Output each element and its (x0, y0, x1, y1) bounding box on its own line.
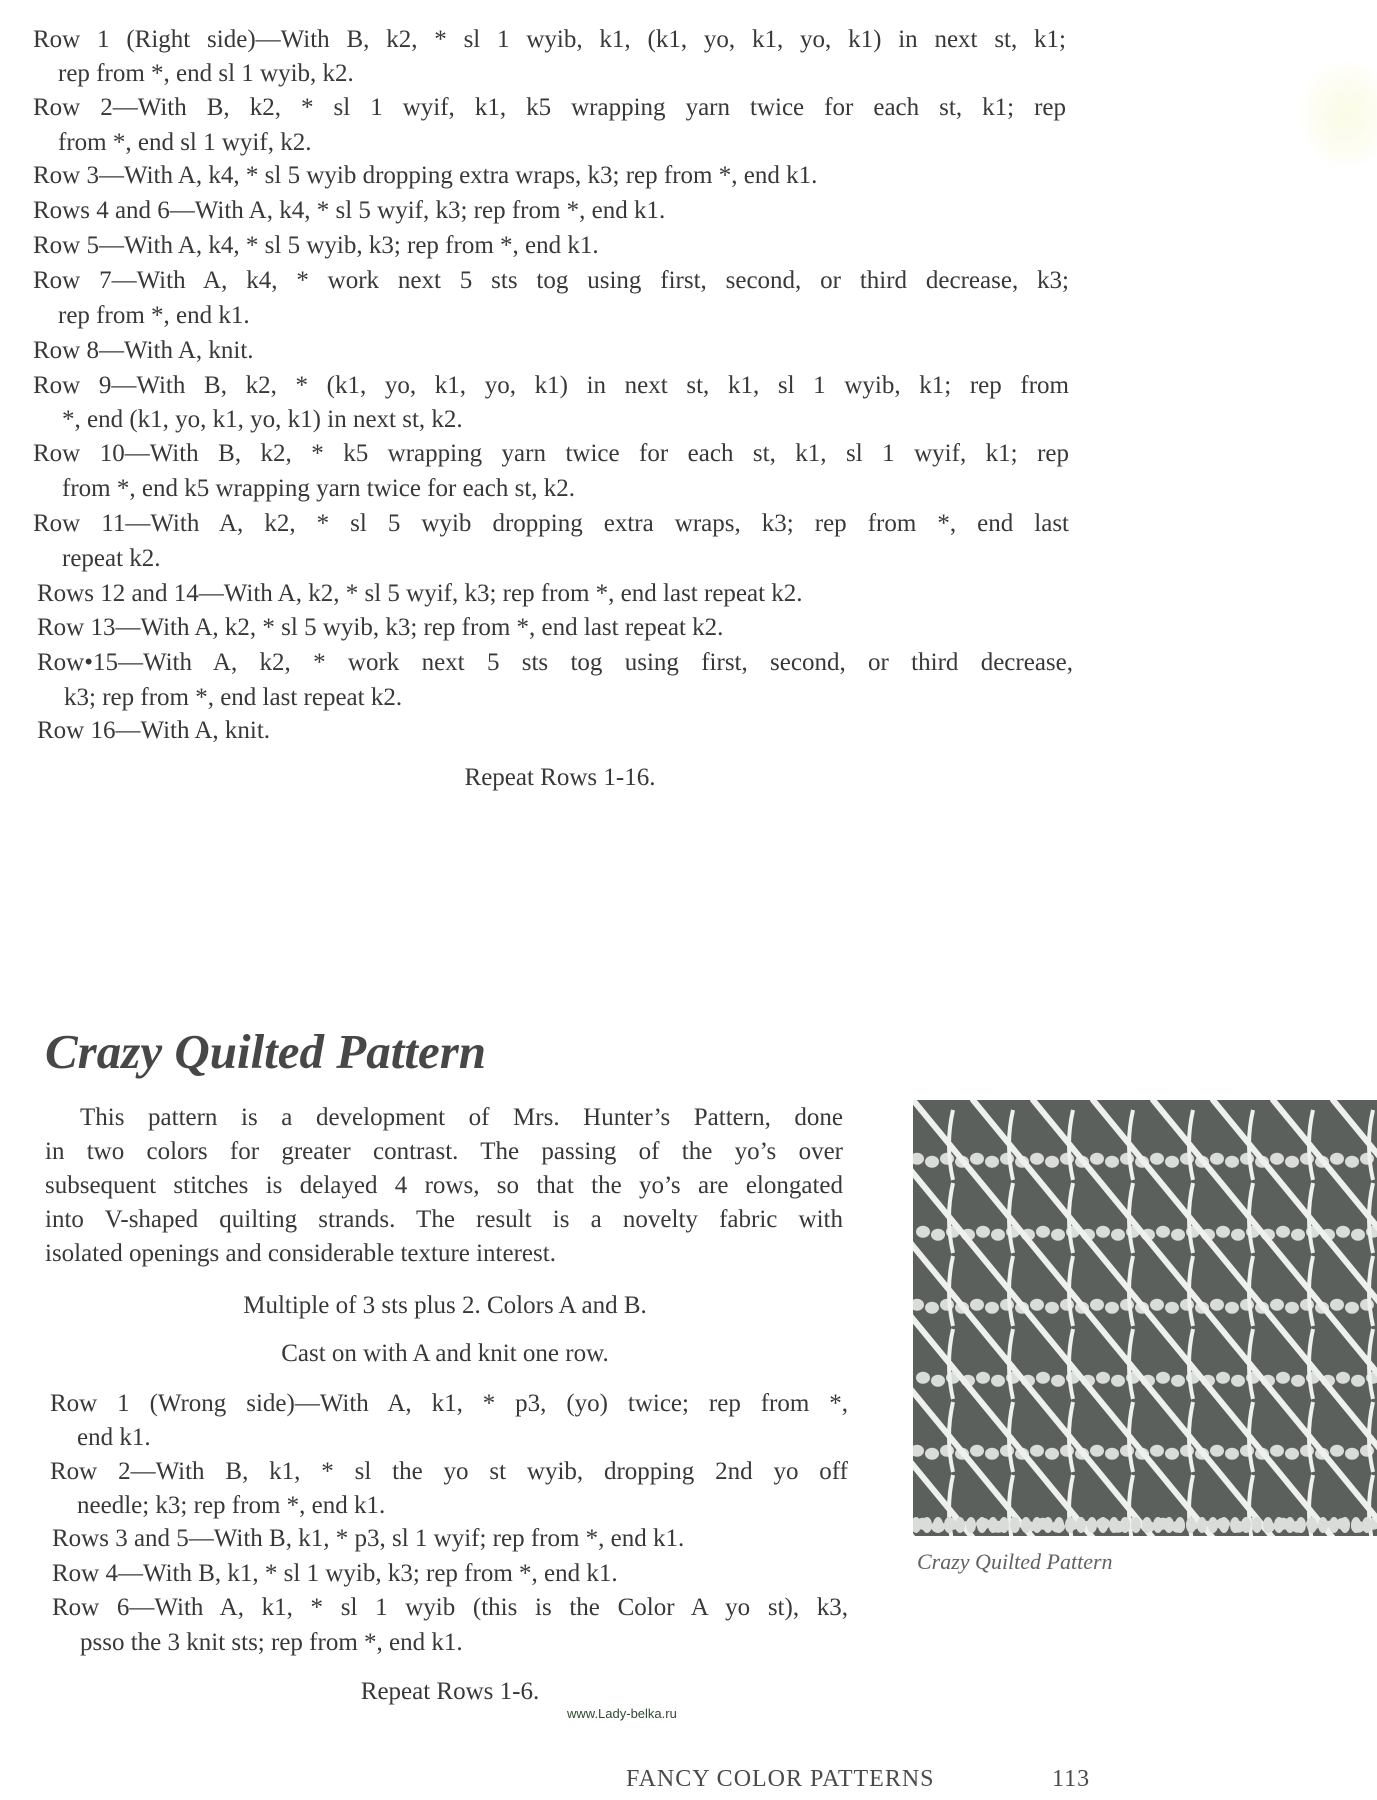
instruction-line: psso the 3 knit sts; rep from *, end k1. (80, 1629, 463, 1656)
stitch-bump (1231, 1229, 1245, 1241)
edge-stitch (1032, 1517, 1042, 1533)
stitch-bump (1345, 1302, 1359, 1314)
instruction-line: Row 3—With A, k4, * sl 5 wyib dropping extra wraps, k3; rep from *, end k1. (33, 162, 818, 189)
stitch-bump (976, 1372, 990, 1384)
edge-stitch (1131, 1517, 1141, 1533)
repeat-note: Repeat Rows 1-16. (464, 764, 656, 791)
stitch-bump (1351, 1229, 1365, 1241)
instruction-line: *, end (k1, yo, k1, yo, k1) in next st, k2. (62, 406, 463, 433)
stitch-bump (1270, 1299, 1284, 1311)
edge-stitch (1285, 1517, 1295, 1533)
instruction-line: rep from *, end sl 1 wyib, k2. (58, 60, 354, 87)
stitch-bump (1150, 1445, 1164, 1457)
stitch-bump (1330, 1299, 1344, 1311)
stitch-multiple: Multiple of 3 sts plus 2. Colors A and B. (243, 1292, 647, 1319)
intro-line: This pattern is a development of Mrs. Hunter’s Pattern, done (80, 1104, 843, 1131)
stitch-bump (1225, 1156, 1239, 1168)
edge-stitch (922, 1517, 932, 1533)
paper-smudge (1300, 60, 1377, 170)
instruction-line: Row 2—With B, k2, * sl 1 wyif, k1, k5 wrapping yarn twice for each st, k1; rep (33, 94, 1066, 121)
stitch-bump (1036, 1226, 1050, 1238)
stitch-bump (1276, 1372, 1290, 1384)
instruction-line: Rows 3 and 5—With B, k1, * p3, sl 1 wyif; rep from *, end k1. (52, 1525, 685, 1552)
stitch-bump (985, 1156, 999, 1168)
stitch-bump (991, 1375, 1005, 1387)
edge-stitch (1010, 1517, 1020, 1533)
edge-stitch (1065, 1517, 1075, 1533)
instruction-line: k3; rep from *, end last repeat k2. (64, 684, 403, 711)
stitch-bump (925, 1448, 939, 1460)
stitch-bump (1216, 1372, 1230, 1384)
stitch-bump (1285, 1302, 1299, 1314)
repeat-note: Repeat Rows 1-6. (360, 1678, 540, 1705)
stitch-bump (985, 1302, 999, 1314)
edge-stitch (1109, 1517, 1119, 1533)
instruction-line: needle; k3; rep from *, end k1. (77, 1492, 386, 1519)
edge-stitch (1230, 1517, 1240, 1533)
intro-line: into V-shaped quilting strands. The result is a novelty fabric with (45, 1206, 843, 1233)
instruction-line: repeat k2. (62, 545, 161, 572)
instruction-line: rep from *, end k1. (58, 302, 250, 329)
instruction-line: end k1. (77, 1424, 151, 1451)
stitch-bump (1210, 1299, 1224, 1311)
instruction-line: from *, end sl 1 wyif, k2. (58, 129, 312, 156)
stitch-bump (1285, 1448, 1299, 1460)
stitch-bump (931, 1375, 945, 1387)
stitch-bump (1216, 1226, 1230, 1238)
stitch-bump (1270, 1445, 1284, 1457)
stitch-bump (1225, 1448, 1239, 1460)
pattern-title: Crazy Quilted Pattern (45, 1024, 487, 1079)
edge-stitch (1076, 1517, 1086, 1533)
stitch-bump (1150, 1153, 1164, 1165)
edge-stitch (1098, 1517, 1108, 1533)
instruction-line: Row 16—With A, knit. (37, 717, 271, 744)
stitch-bump (1276, 1226, 1290, 1238)
instruction-line: Row 1 (Right side)—With B, k2, * sl 1 wyib, k1, (k1, yo, k1, yo, k1) in next st, k1; (33, 26, 1066, 53)
instruction-line: Row 13—With A, k2, * sl 5 wyib, k3; rep from *, end last repeat k2. (37, 614, 724, 641)
stitch-bump (1096, 1372, 1110, 1384)
stitch-bump (1210, 1153, 1224, 1165)
stitch-bump (1285, 1156, 1299, 1168)
instruction-line: from *, end k5 wrapping yarn twice for each st, k2. (62, 475, 576, 502)
edge-stitch (1186, 1517, 1196, 1533)
stitch-bump (1336, 1372, 1350, 1384)
stitch-bump (1330, 1153, 1344, 1165)
stitch-bump (970, 1299, 984, 1311)
stitch-bump (1090, 1153, 1104, 1165)
stitch-bump (1156, 1372, 1170, 1384)
edge-stitch (999, 1517, 1009, 1533)
edge-stitch (1164, 1517, 1174, 1533)
stitch-bump (1336, 1226, 1350, 1238)
stitch-bump (1225, 1302, 1239, 1314)
edge-stitch (988, 1517, 998, 1533)
instruction-line: Row 11—With A, k2, * sl 5 wyib dropping extra wraps, k3; rep from *, end last (33, 510, 1069, 537)
stitch-bump (1156, 1226, 1170, 1238)
edge-stitch (1087, 1517, 1097, 1533)
edge-stitch (1252, 1517, 1262, 1533)
stitch-bump (1351, 1375, 1365, 1387)
stitch-bump (970, 1445, 984, 1457)
edge-stitch (1219, 1517, 1229, 1533)
edge-stitch (1241, 1517, 1251, 1533)
edge-stitch (933, 1517, 943, 1533)
stitch-bump (1345, 1156, 1359, 1168)
stitch-bump (1150, 1299, 1164, 1311)
edge-stitch (1318, 1517, 1328, 1533)
swatch-photo (913, 1100, 1377, 1536)
stitch-bump (1030, 1445, 1044, 1457)
stitch-bump (1090, 1445, 1104, 1457)
instruction-line: Rows 4 and 6—With A, k4, * sl 5 wyif, k3; rep from *, end k1. (33, 197, 666, 224)
stitch-bump (1165, 1156, 1179, 1168)
instruction-line: Row 4—With B, k1, * sl 1 wyib, k3; rep from *, end k1. (52, 1560, 618, 1587)
stitch-bump (1111, 1375, 1125, 1387)
intro-line: isolated openings and considerable texture interest. (45, 1240, 556, 1267)
stitch-bump (1096, 1226, 1110, 1238)
stitch-bump (916, 1372, 930, 1384)
instruction-line: Row 6—With A, k1, * sl 1 wyib (this is the Color A yo st), k3, (52, 1594, 848, 1621)
edge-stitch (1362, 1517, 1372, 1533)
instruction-line: Row 1 (Wrong side)—With A, k1, * p3, (yo) twice; rep from *, (50, 1390, 848, 1417)
edge-stitch (1197, 1517, 1207, 1533)
edge-stitch (1175, 1517, 1185, 1533)
stitch-bump (1045, 1448, 1059, 1460)
edge-stitch (966, 1517, 976, 1533)
stitch-bump (1330, 1445, 1344, 1457)
instruction-line: Row 2—With B, k1, * sl the yo st wyib, dropping 2nd yo off (50, 1458, 848, 1485)
intro-line: in two colors for greater contrast. The passing of the yo’s over (45, 1138, 843, 1165)
stitch-bump (1345, 1448, 1359, 1460)
stitch-bump (1291, 1375, 1305, 1387)
stitch-bump (1270, 1153, 1284, 1165)
stitch-bump (991, 1229, 1005, 1241)
stitch-bump (1045, 1302, 1059, 1314)
stitch-bump (1036, 1372, 1050, 1384)
instruction-line: Row•15—With A, k2, * work next 5 sts tog using first, second, or third decrease, (37, 649, 1073, 676)
intro-line: subsequent stitches is delayed 4 rows, so that the yo’s are elongated (45, 1172, 843, 1199)
running-footer: FANCY COLOR PATTERNS (626, 1766, 935, 1792)
edge-stitch (977, 1517, 987, 1533)
photo-caption: Crazy Quilted Pattern (917, 1549, 1113, 1574)
edge-stitch (1153, 1517, 1163, 1533)
stitch-bump (931, 1229, 945, 1241)
instruction-line: Row 5—With A, k4, * sl 5 wyib, k3; rep from *, end k1. (33, 232, 599, 259)
instruction-line: Row 8—With A, knit. (33, 337, 254, 364)
watermark: www.Lady-belka.ru (567, 1706, 677, 1721)
stitch-bump (925, 1156, 939, 1168)
stitch-bump (1111, 1229, 1125, 1241)
edge-stitch (1263, 1517, 1273, 1533)
edge-stitch (1307, 1517, 1317, 1533)
edge-stitch (1351, 1517, 1361, 1533)
edge-stitch (1329, 1517, 1339, 1533)
edge-stitch (955, 1517, 965, 1533)
edge-stitch (1142, 1517, 1152, 1533)
stitch-bump (1030, 1299, 1044, 1311)
stitch-bump (976, 1226, 990, 1238)
instruction-line: Row 9—With B, k2, * (k1, yo, k1, yo, k1) in next st, k1, sl 1 wyib, k1; rep from (33, 372, 1069, 399)
edge-stitch (1021, 1517, 1031, 1533)
stitch-bump (1165, 1448, 1179, 1460)
stitch-bump (985, 1448, 999, 1460)
stitch-bump (1171, 1375, 1185, 1387)
stitch-bump (1045, 1156, 1059, 1168)
stitch-bump (1051, 1229, 1065, 1241)
stitch-bump (1210, 1445, 1224, 1457)
edge-stitch (1296, 1517, 1306, 1533)
stitch-bump (1090, 1299, 1104, 1311)
edge-stitch (1274, 1517, 1284, 1533)
stitch-bump (916, 1226, 930, 1238)
edge-stitch (944, 1517, 954, 1533)
stitch-bump (1165, 1302, 1179, 1314)
stitch-bump (1231, 1375, 1245, 1387)
stitch-bump (1105, 1302, 1119, 1314)
stitch-bump (1030, 1153, 1044, 1165)
stitch-bump (1105, 1156, 1119, 1168)
stitch-bump (970, 1153, 984, 1165)
stitch-bump (1171, 1229, 1185, 1241)
instruction-line: Row 7—With A, k4, * work next 5 sts tog using first, second, or third decrease, k3; (33, 267, 1069, 294)
edge-stitch (1340, 1517, 1350, 1533)
edge-stitch (1043, 1517, 1053, 1533)
cast-on-note: Cast on with A and knit one row. (281, 1340, 609, 1367)
instruction-line: Row 10—With B, k2, * k5 wrapping yarn twice for each st, k1, sl 1 wyif, k1; rep (33, 440, 1069, 467)
edge-stitch (1208, 1517, 1218, 1533)
edge-stitch (1054, 1517, 1064, 1533)
stitch-bump (925, 1302, 939, 1314)
page-number: 113 (1052, 1766, 1091, 1792)
stitch-bump (1291, 1229, 1305, 1241)
edge-stitch (1120, 1517, 1130, 1533)
stitch-bump (1051, 1375, 1065, 1387)
instruction-line: Rows 12 and 14—With A, k2, * sl 5 wyif, k3; rep from *, end last repeat k2. (37, 580, 803, 607)
stitch-bump (1105, 1448, 1119, 1460)
